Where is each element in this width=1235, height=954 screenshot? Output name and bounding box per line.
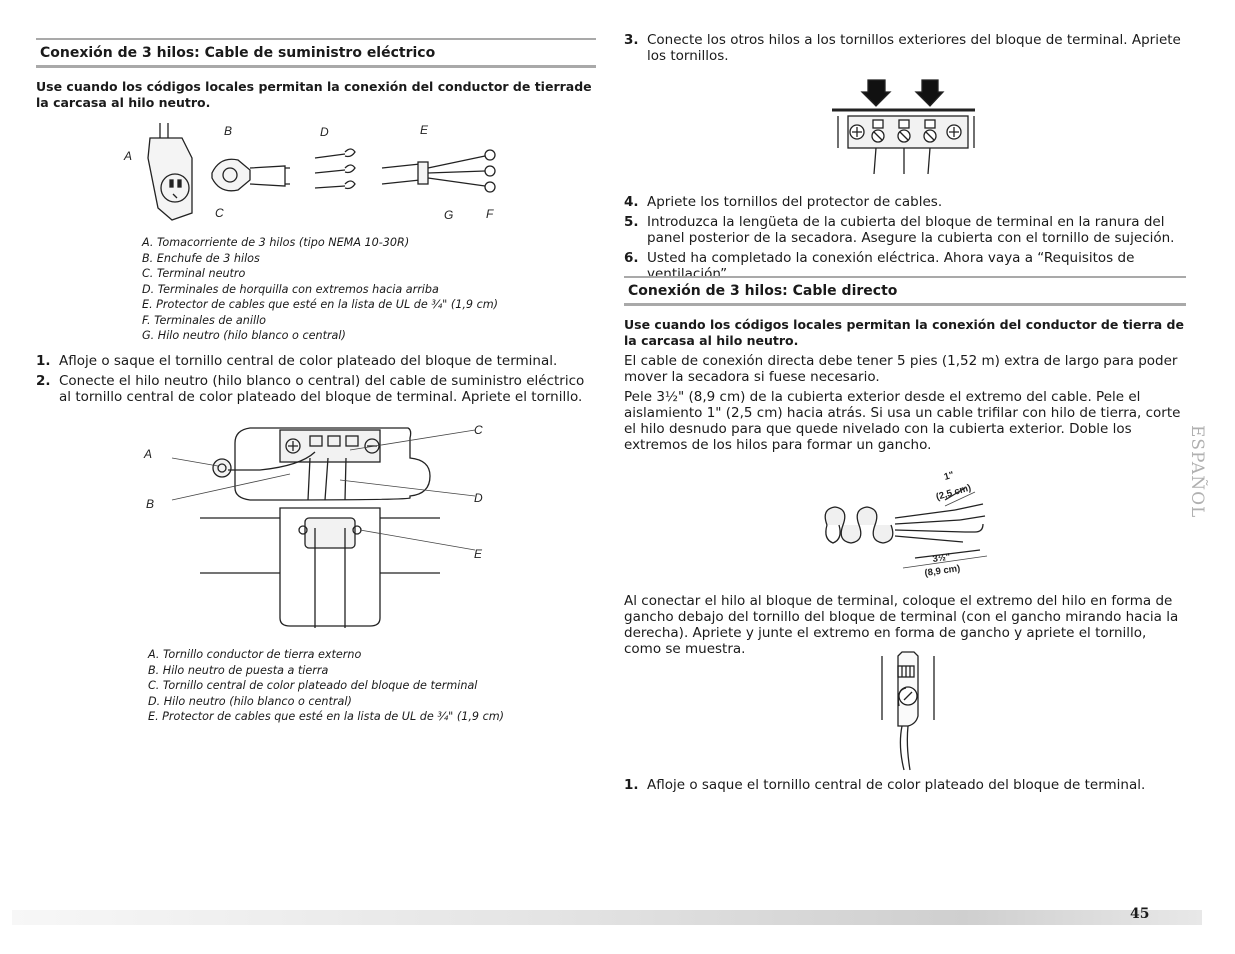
figure-hook-wire-screw [878,650,938,772]
fig1-caption-c: C. Terminal neutro [142,267,246,280]
fig2-caption-e: E. Protector de cables que esté en la lista de UL de ¾" (1,9 cm) [148,710,504,723]
fig1-label-d: D [320,125,329,139]
step-number: 2. [36,373,51,389]
direct-wire-paragraph-3: Al conectar el hilo al bloque de terminal, coloque el extremo del hilo en forma de gancho debajo del tornillo del bloque de terminal (con el gancho mirando hacia la derecha). Apriete y junte el extremo en forma de gancho y apriete el tornillo, como se muestra. [624,593,1179,657]
fig2-label-b: B [146,497,155,511]
step-text: Afloje o saque el tornillo central de color plateado del bloque de terminal. [647,777,1146,793]
dim-three-cm: (8,9 cm) [923,563,961,579]
direct-wire-note: Use cuando los códigos locales permitan la conexión del conductor de tierra de la carcasa al hilo neutro. [624,317,1184,348]
step-text: Conecte los otros hilos a los tornillos exteriores del bloque de terminal. Apriete los tornillos. [647,32,1181,64]
receptacle-illustration [148,123,192,220]
figure1-captions [142,235,562,344]
fig2-caption-b: B. Hilo neutro de puesta a tierra [148,663,329,677]
fig1-caption-d: D. Terminales de horquilla con extremos hacia arriba [142,282,439,296]
right-final-step-1 [624,777,1184,795]
step-text: Introduzca la lengüeta de la cubierta del bloque de terminal en la ranura del panel posterior de la secadora. Asegure la cubierta con el tornillo de sujeción. [647,214,1175,246]
figure-power-cord-parts [120,118,510,228]
fig1-label-g: G [444,208,454,222]
fig1-caption-f: F. Terminales de anillo [142,313,267,327]
right-step-6 [624,250,1184,282]
fig2-caption-a: A. Tornillo conductor de tierra externo [148,648,362,661]
right-step-3 [624,32,1184,66]
left-step-1 [36,353,596,371]
dim-one-cm: (2,5 cm) [934,482,973,503]
language-side-tab: ESPAÑOL [1187,425,1207,519]
right-step-5 [624,214,1184,248]
step-number: 4. [624,194,639,210]
direct-wire-paragraph-1: El cable de conexión directa debe tener 5 pies (1,52 m) extra de largo para poder mover la secadora si fuese necesario. [624,353,1178,385]
fig2-label-e: E [474,547,483,561]
fig2-label-a: A [144,447,153,461]
step-number: 3. [624,32,639,48]
fig1-label-c: C [215,206,224,220]
plug-illustration [212,159,290,191]
step-text: Usted ha completado la conexión eléctrica. Ahora vaya a “Requisitos de ventilación”. [647,250,1135,282]
section-heading-power-cord: Conexión de 3 hilos: Cable de suministro eléctrico [36,38,596,68]
fig1-label-e: E [420,123,429,137]
step-text: Apriete los tornillos del protector de cables. [647,194,943,210]
step-text: Conecte el hilo neutro (hilo blanco o central) del cable de suministro eléctrico al tornillo central de color plateado del bloque de terminal. Apriete el tornillo. [59,373,585,405]
fig1-caption-a: A. Tomacorriente de 3 hilos (tipo NEMA 10-30R) [142,236,410,249]
footer-bar [12,910,1202,925]
fig2-caption-d: D. Hilo neutro (hilo blanco o central) [148,694,352,708]
dim-three-inch: 3½" [931,551,951,565]
fig1-caption-b: B. Enchufe de 3 hilos [142,251,260,265]
figure-outer-terminals [830,76,980,176]
step-number: 5. [624,214,639,230]
section-heading-direct-wire: Conexión de 3 hilos: Cable directo [624,276,1186,306]
step-number: 1. [624,777,639,793]
step-number: 6. [624,250,639,266]
step-text: Afloje o saque el tornillo central de color plateado del bloque de terminal. [59,353,558,369]
power-cord-note: Use cuando los códigos locales permitan la conexión del conductor de tierrade la carcasa al hilo neutro. [36,79,592,110]
fig1-label-b: B [224,124,233,138]
figure2-captions [148,647,588,725]
fig2-label-c: C [474,423,483,437]
left-step-2 [36,373,596,407]
ring-terminals-illustration [382,150,495,192]
fig1-caption-g: G. Hilo neutro (hilo blanco o central) [142,329,346,342]
fig2-label-d: D [474,491,483,505]
right-step-4 [624,194,1184,212]
fig1-caption-e: E. Protector de cables que esté en la lista de UL de ¾" (1,9 cm) [142,298,498,311]
step-number: 1. [36,353,51,369]
fig2-caption-c: C. Tornillo central de color plateado del bloque de terminal [148,679,478,692]
figure-stripped-cable [815,470,995,582]
spade-terminals-illustration [315,149,355,189]
page-number: 45 [1130,906,1150,922]
fig1-label-f: F [486,207,494,221]
dim-one-inch: 1" [942,470,956,483]
direct-wire-paragraph-2: Pele 3½" (8,9 cm) de la cubierta exterior desde el extremo del cable. Pele el aislamiento 1" (2,5 cm) hacia atrás. Si usa un cable trifilar con hilo de tierra, corte el hilo desnudo para que quede nivelado con la cubierta exterior. Doble los extremos de los hilos para formar un gancho. [624,389,1181,453]
fig1-label-a: A [124,149,133,163]
figure-terminal-block-neutral [140,418,500,636]
